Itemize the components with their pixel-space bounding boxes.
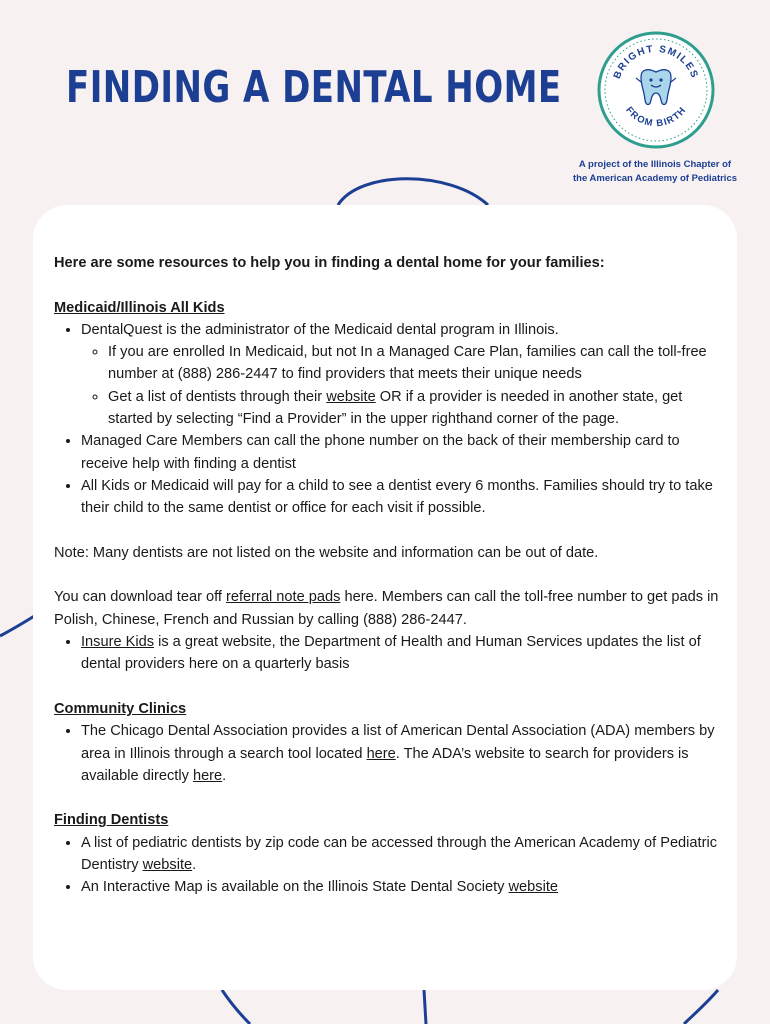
bottom-left-curve xyxy=(222,990,250,1024)
list-item: ◦ If you are enrolled In Medicaid, but not In a Managed Care Plan, families can call the toll-free number at (888) 286-2447 to find providers that meets their unique needs xyxy=(108,341,722,386)
page-title: FINDING A DENTAL HOME xyxy=(66,62,562,113)
intro-text: Here are some resources to help you in finding a dental home for your families: xyxy=(54,255,605,271)
list-item: • DentalQuest is the administrator of the Medicaid dental program in Illinois. ◦ If you are enrolled In Medicaid, but not In a Managed Care Plan, families can call the toll-free number at (888) 286-2447 to find providers that meets their unique needs ◦ Get a list of dentists through their website OR if a provider is needed in another state, get started by selecting “Find a Provider” in the upper righthand corner of the page. xyxy=(81,319,722,430)
logo-caption-line2: the American Academy of Pediatrics xyxy=(572,172,738,184)
referral-paragraph: You can download tear off referral note pads here. Members can call the toll-free number to get pads in Polish, Chinese, French and Russian by calling (888) 286-2447. xyxy=(54,589,719,628)
list-item: • Managed Care Members can call the phone number on the back of their membership card to receive help with finding a dentist xyxy=(81,430,722,475)
logo-caption-line1: A project of the Illinois Chapter of xyxy=(578,159,732,170)
logo-caption xyxy=(560,158,750,186)
medicaid-sublist xyxy=(81,341,722,430)
referral-list xyxy=(54,631,722,676)
list-item: • An Interactive Map is available on the Illinois State Dental Society website xyxy=(81,876,722,898)
aapd-website-link[interactable]: website xyxy=(142,857,193,874)
isds-website-link[interactable]: website xyxy=(508,879,558,896)
left-curve xyxy=(0,615,36,636)
list-item: • All Kids or Medicaid will pay for a child to see a dentist every 6 months. Families should try to take their child to the same dentist or office for each visit if possible. xyxy=(81,475,722,520)
finding-list xyxy=(54,832,722,899)
top-curve xyxy=(338,179,488,205)
list-item: • The Chicago Dental Association provides a list of American Dental Association (ADA) members by area in Illinois through a search tool located here. The ADA’s website to search for providers is available directly here. xyxy=(81,720,722,787)
list-item: • A list of pediatric dentists by zip code can be accessed through the American Academy of Pediatric Dentistry website. xyxy=(81,832,722,877)
cda-search-link[interactable]: here xyxy=(366,745,396,762)
list-item: ◦ Get a list of dentists through their website OR if a provider is needed in another state, get started by selecting “Find a Provider” in the upper righthand corner of the page. xyxy=(108,386,722,431)
list-item: • Insure Kids is a great website, the Department of Health and Human Services updates the list of dental providers here on a quarterly basis xyxy=(81,631,722,676)
community-clinics-heading: Community Clinics xyxy=(54,700,187,717)
bright-smiles-logo xyxy=(596,30,716,150)
note-text: Note: Many dentists are not listed on the website and information can be out of date. xyxy=(54,544,599,561)
logo-text-top: BRIGHT SMILES xyxy=(611,43,701,81)
bottom-right-curve xyxy=(684,990,718,1024)
medicaid-heading: Medicaid/Illinois All Kids xyxy=(54,299,225,316)
insure-kids-link[interactable]: Insure Kids xyxy=(81,634,155,651)
community-list xyxy=(54,720,722,787)
referral-note-pads-link[interactable]: referral note pads xyxy=(226,589,341,606)
logo-text-bottom: FROM BIRTH xyxy=(623,104,689,130)
dentalquest-website-link[interactable]: website xyxy=(326,388,376,405)
ada-search-link[interactable]: here xyxy=(192,767,223,784)
content-body xyxy=(54,252,722,899)
finding-dentists-heading: Finding Dentists xyxy=(54,812,169,829)
bottom-middle-curve xyxy=(424,990,426,1024)
medicaid-list xyxy=(54,319,722,520)
